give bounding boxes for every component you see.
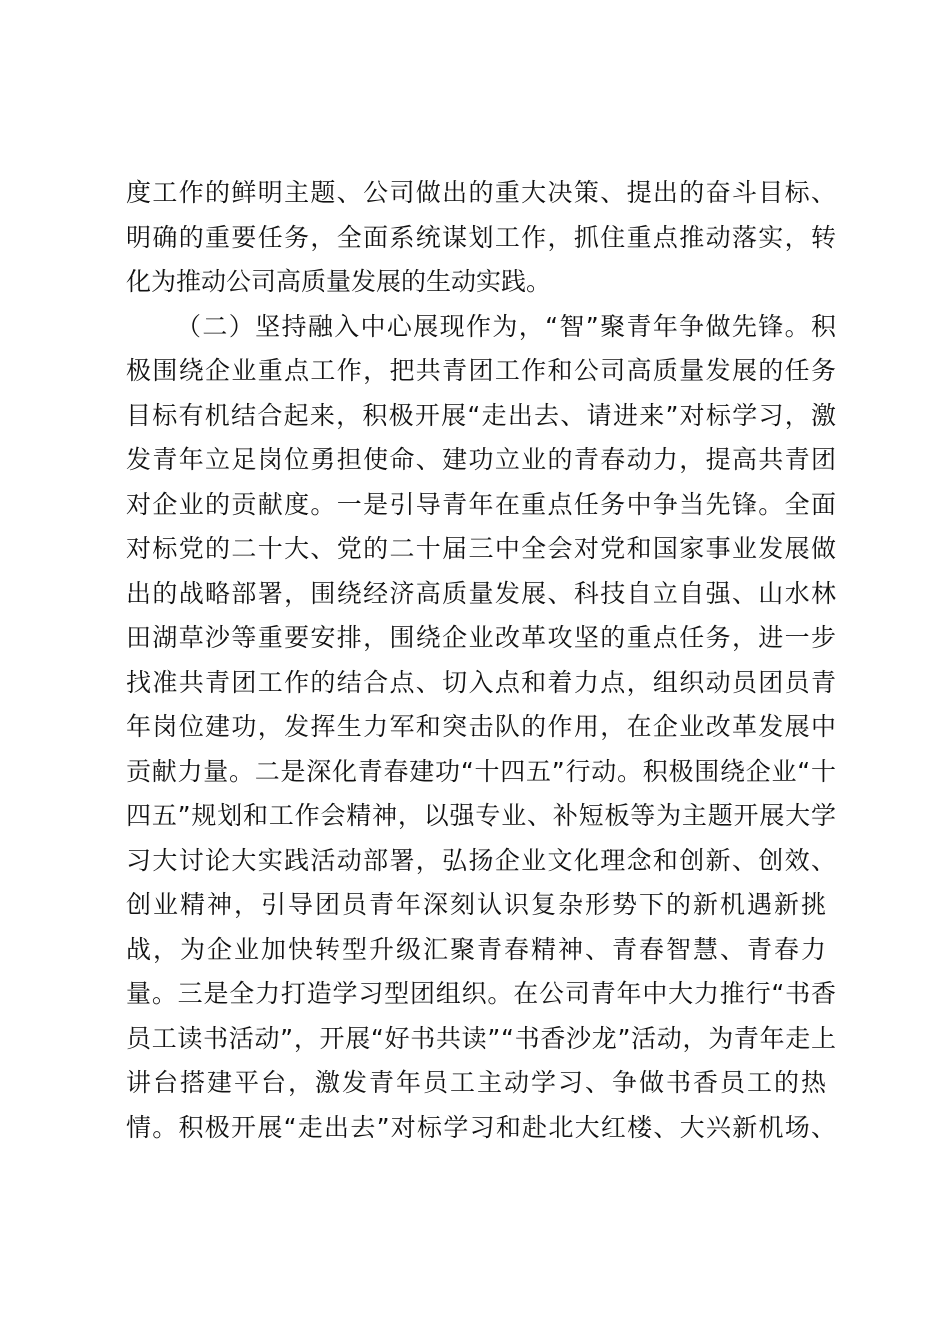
text-line: 明确的重要任务，全面系统谋划工作，抓住重点推动落实，转: [126, 222, 838, 252]
text-line: 对标党的二十大、党的二十届三中全会对党和国家事业发展做: [126, 534, 838, 563]
text-line: 战，为企业加快转型升级汇聚青春精神、青春智慧、青春力: [126, 934, 829, 964]
text-line: 度工作的鲜明主题、公司做出的重大决策、提出的奋斗目标、: [126, 178, 838, 207]
text-line: 田湖草沙等重要安排，围绕企业改革攻坚的重点任务，进一步: [126, 623, 838, 652]
text-line: 出的战略部署，围绕经济高质量发展、科技自立自强、山水林: [126, 578, 838, 608]
text-line: 习大讨论大实践活动部署，弘扬企业文化理念和创新、创效、: [126, 845, 838, 875]
text-line: 化为推动公司高质量发展的生动实践。: [126, 267, 552, 296]
text-line: 贡献力量。二是深化青春建功“十四五”行动。积极围绕企业“十: [126, 756, 837, 786]
text-line: 四五”规划和工作会精神，以强专业、补短板等为主题开展大学: [126, 801, 837, 830]
text-line: 员工读书活动”，开展“好书共读”“书香沙龙”活动，为青年走上: [126, 1023, 837, 1053]
text-line: 量。三是全力打造学习型团组织。在公司青年中大力推行“书香: [126, 979, 837, 1008]
text-line: 找准共青团工作的结合点、切入点和着力点，组织动员团员青: [126, 667, 838, 697]
text-line: 发青年立足岗位勇担使命、建功立业的青春动力，提高共青团: [126, 445, 838, 474]
body-text: [126, 171, 836, 1150]
text-line: 创业精神，引导团员青年深刻认识复杂形势下的新机遇新挑: [126, 890, 829, 919]
text-line: 讲台搭建平台，激发青年员工主动学习、争做书香员工的热: [126, 1068, 829, 1097]
text-line: 极围绕企业重点工作，把共青团工作和公司高质量发展的任务: [126, 356, 838, 385]
text-line: 年岗位建功，发挥生力军和突击队的作用，在企业改革发展中: [126, 712, 838, 741]
section-heading-line: （二）坚持融入中心展现作为，“智”聚青年争做先锋。积: [176, 311, 838, 341]
text-line: 对企业的贡献度。一是引导青年在重点任务中争当先锋。全面: [126, 489, 838, 519]
text-line: 目标有机结合起来，积极开展“走出去、请进来”对标学习，激: [126, 400, 838, 430]
text-line: 情。积极开展“走出去”对标学习和赴北大红楼、大兴新机场、: [126, 1112, 838, 1142]
